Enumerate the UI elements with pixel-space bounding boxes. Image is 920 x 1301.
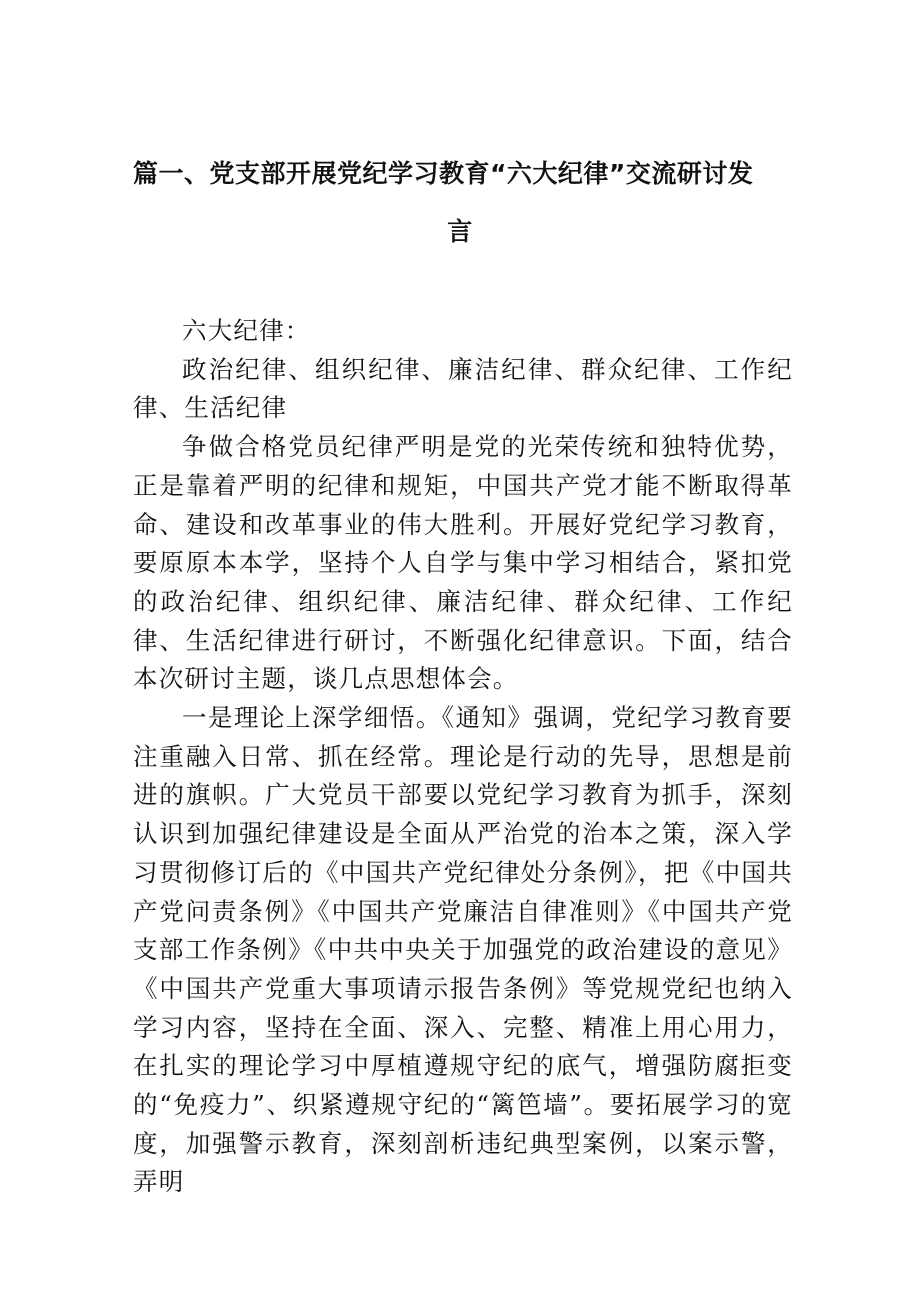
document-title-line-2: 言 (447, 217, 473, 246)
paragraph: 争做合格党员纪律严明是党的光荣传统和独特优势，正是靠着严明的纪律和规矩，中国共产党才能不断取得革命、建设和改革事业的伟大胜利。开展好党纪学习教育，要原原本本学，坚持个人自学与集中学习相结合，紧扣党的政治纪律、组织纪律、廉洁纪律、群众纪律、工作纪律、生活纪律进行研讨，不断强化纪律意识。下面，结合本次研讨主题，谈几点思想体会。 (133, 432, 793, 694)
paragraph: 政治纪律、组织纪律、廉洁纪律、群众纪律、工作纪律、生活纪律 (133, 354, 793, 423)
paragraph: 一是理论上深学细悟。《通知》强调，党纪学习教育要注重融入日常、抓在经常。理论是行动的先导，思想是前进的旗帜。广大党员干部要以党纪学习教育为抓手，深刻认识到加强纪律建设是全面从严治党的治本之策，深入学习贯彻修订后的《中国共产党纪律处分条例》，把《中国共产党问责条例》《中国共产党廉洁自律准则》《中国共产党支部工作条例》《中共中央关于加强党的政治建设的意见》《中国共产党重大事项请示报告条例》等党规党纪也纳入学习内容，坚持在全面、深入、完整、精准上用心用力，在扎实的理论学习中厚植遵规守纪的底气，增强防腐拒变的“免疫力”、织紧遵规守纪的“篱笆墙”。要拓展学习的宽度，加强警示教育，深刻剖析违纪典型案例，以案示警，弄明 (133, 703, 793, 1197)
document-title-line-1: 篇一、党支部开展党纪学习教育“六大纪律”交流研讨发 (133, 159, 754, 188)
paragraph-heading: 六大纪律： (182, 316, 311, 345)
document-body (133, 312, 793, 1202)
